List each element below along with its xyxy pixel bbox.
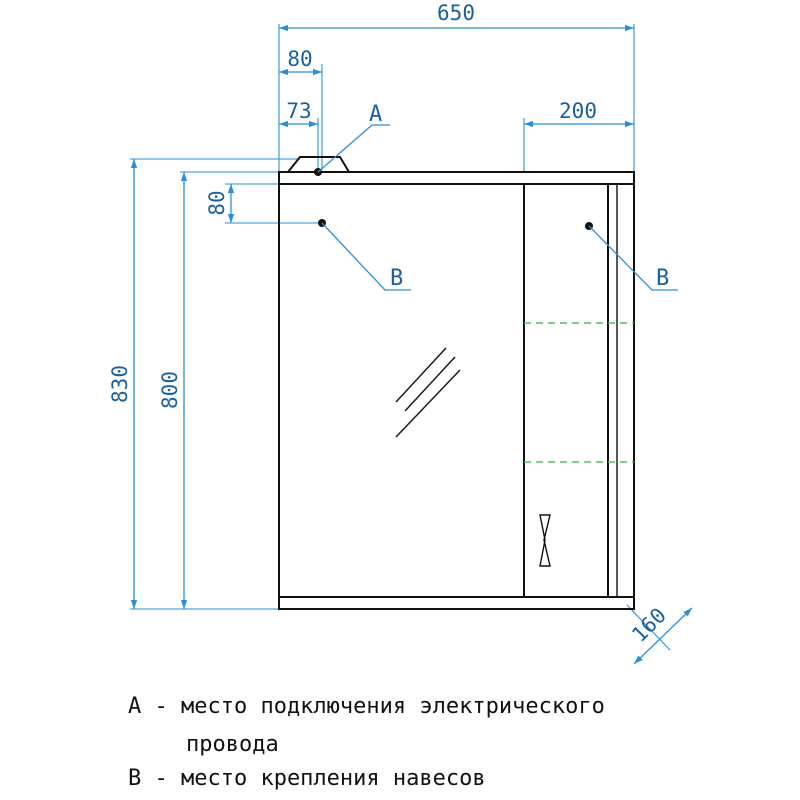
dim-160-label: 160 (627, 603, 671, 647)
marker-a (314, 102, 390, 176)
dim-650-label: 650 (437, 1, 475, 25)
marker-a-label: A (369, 102, 383, 127)
dim-73-label: 73 (286, 99, 312, 123)
dim-80v-label: 80 (205, 190, 229, 216)
door-handle (540, 515, 550, 566)
legend-line-a: A - место подключения электрического (128, 694, 605, 719)
legend-line-b: B - место крепления навесов (128, 766, 486, 791)
marker-b-left-label: B (390, 266, 404, 291)
legend-line-a-cont: провода (186, 732, 279, 757)
dim-830-label: 830 (108, 365, 132, 403)
cabinet-body (279, 172, 634, 609)
dim-800-label: 800 (158, 371, 182, 409)
mirror-reflection (396, 348, 460, 437)
marker-b-right-label: B (656, 266, 670, 291)
side-door (524, 184, 608, 597)
cabinet (279, 157, 634, 609)
marker-b-right (585, 222, 678, 291)
dim-200-label: 200 (559, 99, 597, 123)
dim-80-label: 80 (287, 47, 313, 71)
marker-b-left (318, 219, 411, 291)
